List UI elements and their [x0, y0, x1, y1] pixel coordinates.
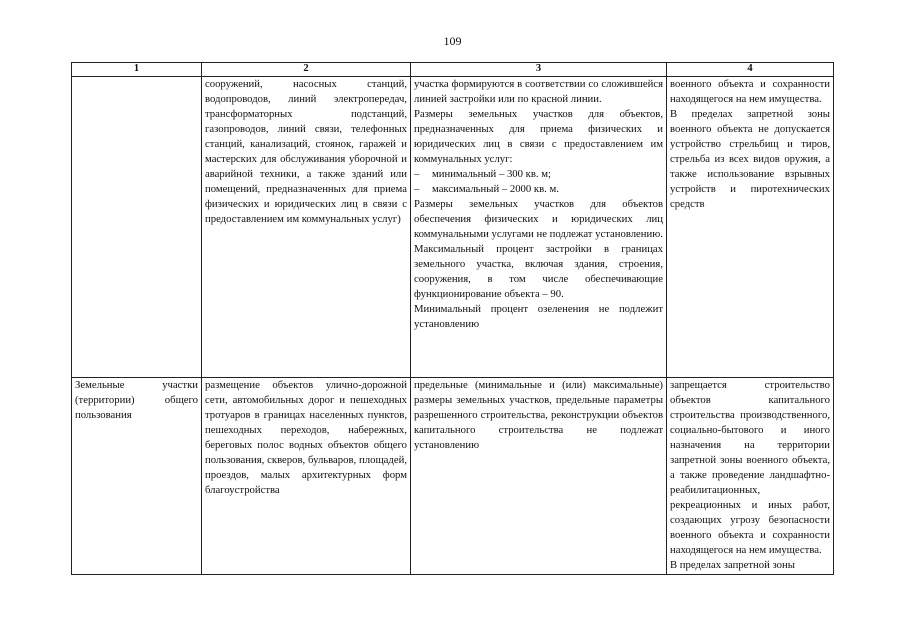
column-header-3: 3	[411, 63, 667, 77]
cell-paragraph: участка формируются в соответствии со сложившейся линией застройки или по красной линии.	[414, 78, 663, 105]
cell-restrictions	[667, 77, 834, 378]
column-header-4: 4	[667, 63, 834, 77]
dash-bullet	[414, 168, 432, 180]
cell-paragraph: Размеры земельных участков для объектов, предназначенных для приема физических и юридических лиц в связи с предоставлением им коммунальных услуг:	[414, 108, 663, 165]
cell-paragraph: предельные (минимальные и (или) максимальные) размеры земельных участков, предельные параметры разрешенного строительства, реконструкции объектов капитального строительства не подлежат установлению	[414, 379, 663, 451]
cell-paragraph: размещение объектов улично-дорожной сети, автомобильных дорог и пешеходных тротуаров в границах населенных пунктов, пешеходных переходов, набережных, береговых полос водных объектов общего пользования, скверов, бульваров, площадей, проездов, малых архитектурных форм благоустройства	[205, 379, 407, 496]
dash-bullet	[414, 183, 432, 195]
regulations-table	[71, 62, 834, 575]
list-item	[414, 182, 663, 197]
cell-paragraph: Земельные участки (территории) общего пользования	[75, 379, 198, 421]
list-item-text: минимальный – 300 кв. м;	[432, 168, 551, 180]
cell-land-type	[72, 378, 202, 575]
cell-paragraph: В пределах запретной зоны	[670, 559, 795, 571]
cell-paragraph: Размеры земельных участков для объектов обеспечения физических и юридических лиц коммунальными услугами не подлежат установлению.	[414, 198, 663, 240]
cell-permitted-use	[202, 378, 411, 575]
cell-parameters	[411, 378, 667, 575]
cell-paragraph: Минимальный процент озеленения не подлежит установлению	[414, 303, 663, 330]
cell-paragraph: В пределах запретной зоны военного объекта не допускается устройство стрельбищ и тиров, стрельба из всех видов оружия, а также использование взрывных устройств и пиротехнических средств	[670, 108, 830, 210]
cell-paragraph: сооружений, насосных станций, водопроводов, линий электропередач, трансформаторных подстанций, газопроводов, линий связи, телефонных станций, канализаций, стоянок, гаражей и мастерских для обслуживания уборочной и аварийной техники, а также зданий или помещений, предназначенных для приема физических и юридических лиц в связи с предоставлением им коммунальных услуг)	[205, 78, 407, 225]
cell-land-type	[72, 77, 202, 378]
table-row	[72, 378, 834, 575]
page-number: 109	[443, 34, 462, 48]
cell-restrictions	[667, 378, 834, 575]
column-header-1: 1	[72, 63, 202, 77]
list-item-text: максимальный – 2000 кв. м.	[432, 183, 559, 195]
cell-permitted-use	[202, 77, 411, 378]
cell-paragraph: запрещается строительство объектов капитального строительства производственного, социально-бытового и иного назначения на территории запретной зоны военного объекта, а также проведение ландшафтно-реабилитационных, рекреационных и иных работ, создающих угрозу безопасности военного объекта и сохранности находящегося на нем имущества.	[670, 379, 830, 556]
cell-parameters	[411, 77, 667, 378]
cell-paragraph: военного объекта и сохранности находящегося на нем имущества.	[670, 78, 830, 105]
column-header-2: 2	[202, 63, 411, 77]
table-header-row	[72, 63, 834, 77]
table-row	[72, 77, 834, 378]
list-item	[414, 167, 663, 182]
cell-paragraph: Максимальный процент застройки в границах земельного участка, включая здания, строения, сооружения, в том числе обеспечивающие функционирование объекта – 90.	[414, 243, 663, 300]
